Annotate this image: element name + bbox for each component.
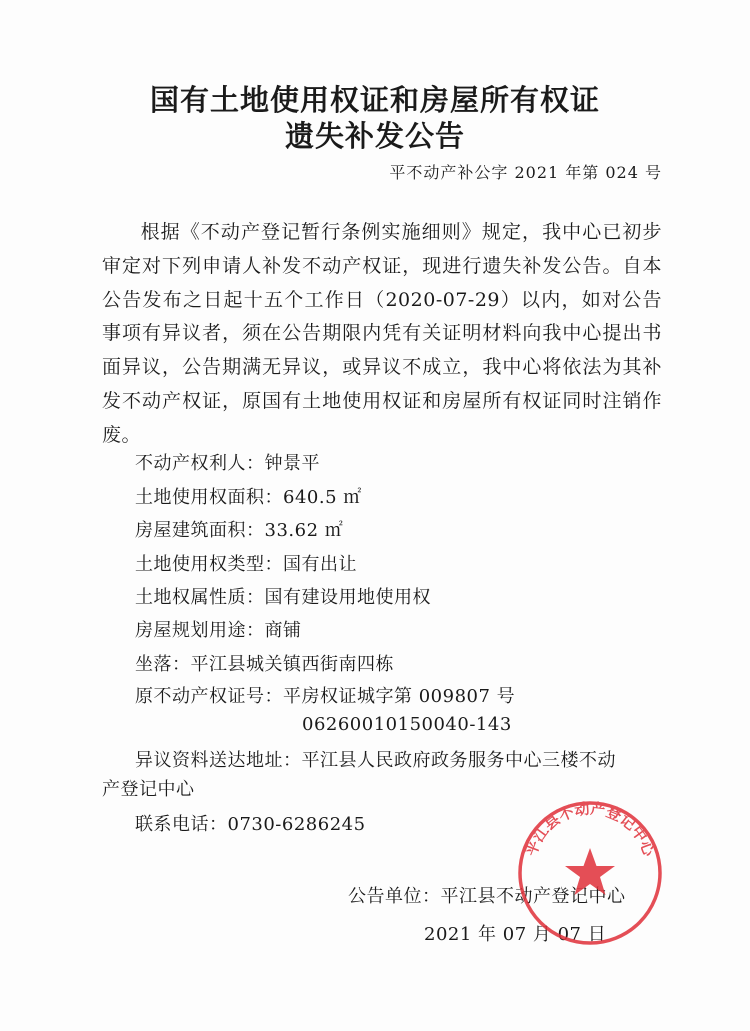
- field-value: 0730-6286245: [227, 814, 366, 835]
- field-value: 国有出让: [283, 554, 357, 575]
- document-title-line2: 遗失补发公告: [284, 119, 465, 153]
- field-label: 房屋建筑面积：: [135, 520, 265, 541]
- field-objection-address: [135, 746, 616, 772]
- field-land-use-type: [135, 550, 357, 576]
- body-paragraph: [102, 216, 662, 453]
- field-land-ownership: [135, 583, 431, 609]
- seal-text: 平江县不动产登记中心: [521, 799, 659, 859]
- field-value: 钟景平: [264, 453, 320, 474]
- field-label: 坐落：: [135, 654, 191, 675]
- field-location: [135, 650, 394, 676]
- field-phone: [135, 810, 366, 836]
- field-label: 土地权属性质：: [135, 587, 265, 608]
- issuer-label: 公告单位：: [348, 886, 441, 907]
- body-paragraph-text: 根据《不动产登记暂行条例实施细则》规定，我中心已初步审定对下列申请人补发不动产权证，现进行遗失补发公告。自本公告发布之日起十五个工作日（2020-07-29）以内，如对公告事项有异议者，须在公告期限内凭有关证明材料向我中心提出书面异议，公告期满无异议，或异议不成立，我中心将依法为其补发不动产权证，原国有土地使用权证和房屋所有权证同时注销作废。: [102, 221, 662, 446]
- field-label: 不动产权利人：: [135, 453, 265, 474]
- official-seal: [515, 798, 665, 948]
- field-planned-use: [135, 616, 302, 642]
- field-label: 异议资料送达地址：: [135, 750, 302, 771]
- document-number: 平不动产补公字 2021 年第 024 号: [389, 163, 662, 182]
- field-label: 土地使用权类型：: [135, 554, 283, 575]
- field-value: 商铺: [264, 620, 302, 641]
- cert-number-line2: 06260010150040-143: [302, 714, 512, 735]
- field-value: 国有建设用地使用权: [264, 587, 431, 608]
- field-value: 平房权证城字第 009807 号: [283, 686, 516, 707]
- field-land-area: [135, 483, 362, 509]
- issuer-value: 平江县不动产登记中心: [440, 886, 626, 907]
- field-value: 640.5 ㎡: [283, 487, 362, 508]
- field-label: 土地使用权面积：: [135, 487, 283, 508]
- field-label: 房屋规划用途：: [135, 620, 265, 641]
- document-title-line1: 国有土地使用权证和房屋所有权证: [149, 83, 600, 117]
- field-value: 33.62 ㎡: [264, 520, 344, 541]
- field-value: 平江县城关镇西街南四栋: [190, 654, 394, 675]
- seal-star-icon: [565, 848, 615, 895]
- objection-address-line2: 产登记中心: [102, 779, 195, 800]
- field-original-cert-number: [135, 682, 515, 708]
- field-building-area: [135, 516, 343, 542]
- issue-date: 2021 年 07 月 07 日: [424, 924, 607, 945]
- field-label: 联系电话：: [135, 814, 228, 835]
- field-value: 平江县人民政府政务服务中心三楼不动: [301, 750, 616, 771]
- field-owner: [135, 449, 320, 475]
- field-label: 原不动产权证号：: [135, 686, 283, 707]
